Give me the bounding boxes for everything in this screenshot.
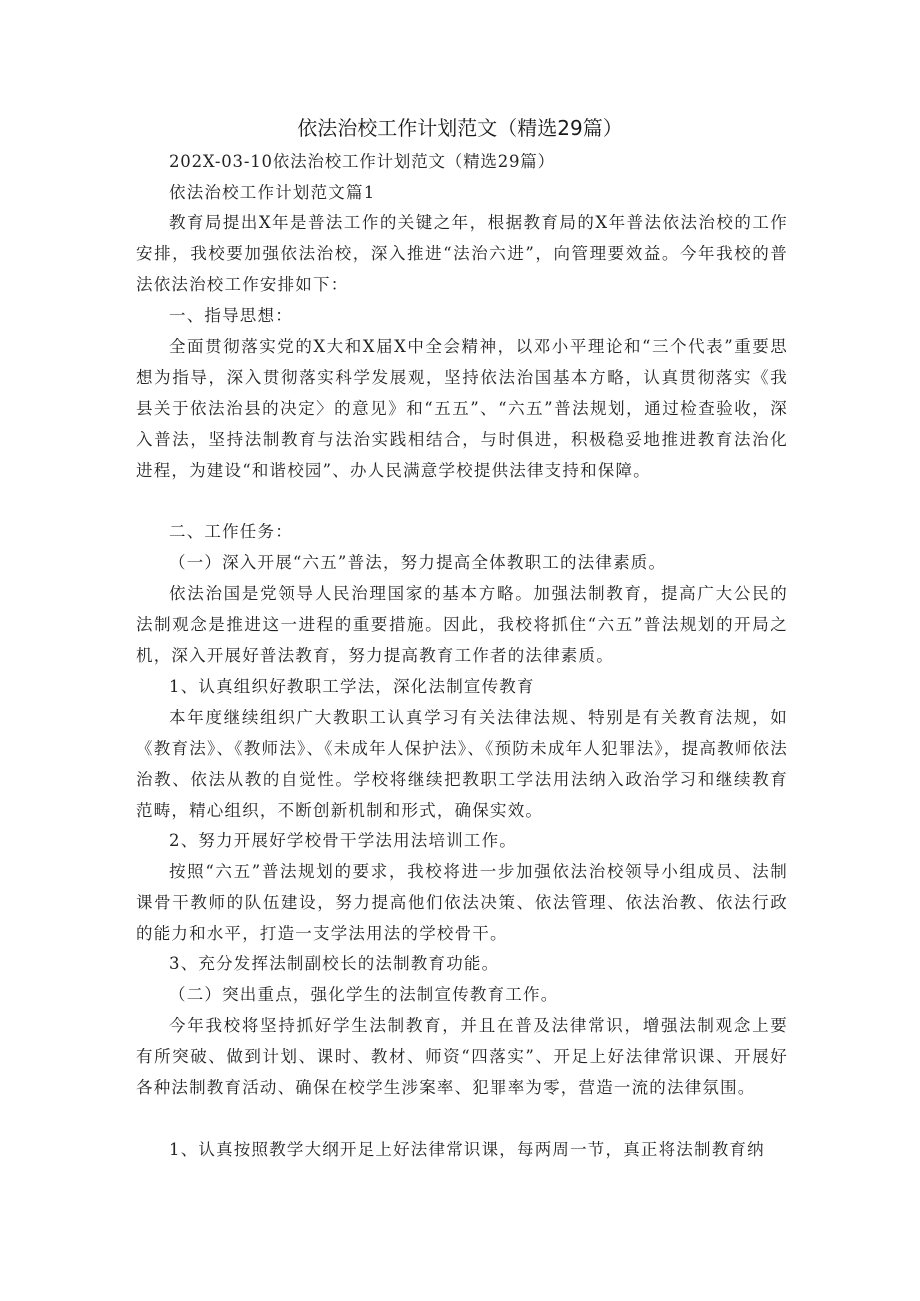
item-vice-principal-role: 3、充分发挥法制副校长的法制教育功能。 <box>169 954 500 973</box>
section-heading: 依法治校工作计划范文篇1 <box>169 183 376 202</box>
paragraph-intro: 教育局提出X年是普法工作的关键之年，根据教育局的X年普法依法治校的工作安排，我校要加强依法治校，深入推进“法治六进”，向管理要效益。今年我校的普法依法治校工作安排如下： <box>136 213 788 294</box>
paragraph-staff-study: 本年度继续组织广大教职工认真学习有关法律法规、特别是有关教育法规，如《教育法》、《教师法》、《未成年人保护法》、《预防未成年人犯罪法》，提高教师依法治教、依法从教的自觉性。学校将继续把教职工学法用法纳入政治学习和继续教育范畴，精心组织，不断创新机制和形式，确保实效。 <box>136 708 788 820</box>
paragraph-backbone-training: 按照“六五”普法规划的要求，我校将进一步加强依法治校领导小组成员、法制课骨干教师的队伍建设，努力提高他们依法决策、依法管理、依法治教、依法行政的能力和水平，打造一支学法用法的学校骨干。 <box>136 862 788 943</box>
heading-work-tasks: 二、工作任务： <box>169 522 293 541</box>
paragraph-guiding-ideology: 全面贯彻落实党的X大和X届X中全会精神，以邓小平理论和“三个代表”重要思想为指导，深入贯彻落实科学发展观，坚持依法治国基本方略，认真贯彻落实《我县关于依法治县的决定〉的意见》和“五五”、“六五”普法规划，通过检查验收，深入普法，坚持法制教育与法治实践相结合，与时俱进，积极稳妥地推进教育法治化进程，为建设“和谐校园”、办人民满意学校提供法律支持和保障。 <box>136 337 788 480</box>
heading-guiding-ideology: 一、指导思想： <box>169 306 293 325</box>
subheading-task-one: （一）深入开展“六五”普法，努力提高全体教职工的法律素质。 <box>169 553 667 572</box>
subheading-task-two: （二）突出重点，强化学生的法制宣传教育工作。 <box>169 985 559 1004</box>
item-law-course: 1、认真按照教学大纲开足上好法律常识课，每两周一节，真正将法制教育纳 <box>169 1140 765 1159</box>
paragraph-student-education: 今年我校将坚持抓好学生法制教育，并且在普及法律常识，增强法制观念上要有所突破、做到计划、课时、教材、师资“四落实”、开足上好法律常识课、开展好各种法制教育活动、确保在校学生涉案率、犯罪率为零，营造一流的法律氛围。 <box>136 1016 788 1097</box>
paragraph-rule-of-law: 依法治国是党领导人民治理国家的基本方略。加强法制教育，提高广大公民的法制观念是推进这一进程的重要措施。因此，我校将抓住“六五”普法规划的开局之机，深入开展好普法教育，努力提高教育工作者的法律素质。 <box>136 584 788 665</box>
document-meta-line: 202X-03-10依法治校工作计划范文（精选29篇） <box>169 152 555 171</box>
item-backbone-training: 2、努力开展好学校骨干学法用法培训工作。 <box>169 831 517 850</box>
document-title: 依法治校工作计划范文（精选29篇） <box>297 116 623 140</box>
item-organize-staff-study: 1、认真组织好教职工学法，深化法制宣传教育 <box>169 677 535 696</box>
